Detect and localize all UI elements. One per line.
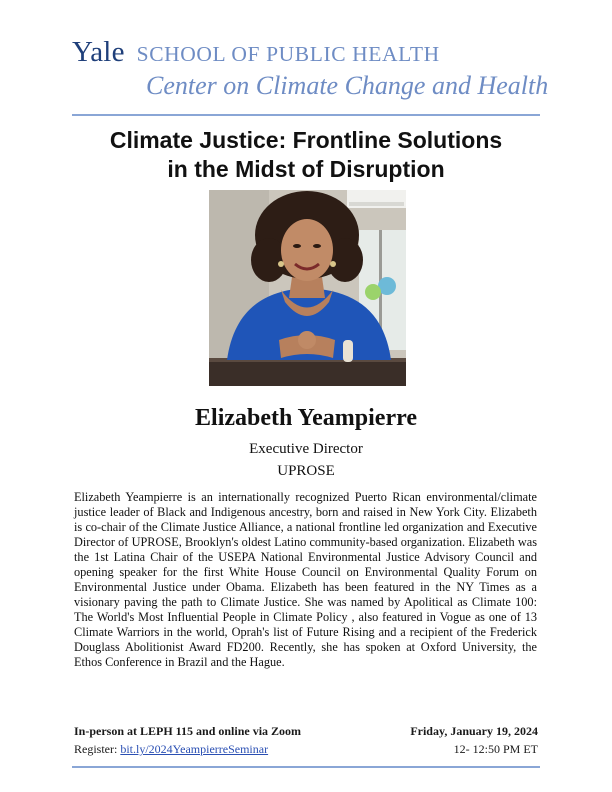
register-link[interactable]: bit.ly/2024YeampierreSeminar	[120, 742, 269, 756]
event-title-line-1: Climate Justice: Frontline Solutions	[109, 127, 503, 153]
speaker-name: Elizabeth Yeampierre	[195, 405, 417, 431]
school-name: SCHOOL OF PUBLIC HEALTH	[136, 42, 440, 66]
speaker-role: Executive Director	[249, 441, 363, 457]
speaker-bio: Elizabeth Yeampierre is an internationally recognized Puerto Rican environmental/climate justice leader of Black and Indigenous ancestry, born and raised in New York City. Elizabeth is co-chair of the Climate Justice Alliance, a national frontline led organization and Executive Director of UPROSE, Brooklyn's oldest Latino community-based organization. Elizabeth was the 1st Latina Chair of the USEPA National Environmental Justice Advisory Council and opening speaker for the first White House Council on Environmental Quality Forum on Environmental Justice under Obama. Elizabeth has been featured in the NY Times as a visionary paving the path to Climate Justice. She was named by Apolitical as Climate 100: The World's Most Influential People in Climate Policy , also featured in Vogue as one of 13 Climate Warriors in the world, Oprah's list of Future Rising and a recipient of the Frederick Douglass Abolitionist Award FD200. Recently, she has spoken at Oxford University, the Ethos Conference in Brazil and the Hague.	[74, 490, 537, 669]
event-location-block	[74, 722, 301, 758]
yale-wordmark: Yale	[72, 36, 125, 68]
event-time: 12- 12:50 PM ET	[453, 742, 538, 756]
event-title	[40, 126, 572, 184]
header-line-1	[72, 36, 542, 69]
bottom-divider	[72, 766, 540, 768]
header	[72, 36, 549, 101]
event-location: In-person at LEPH 115 and online via Zoom	[74, 724, 302, 738]
speaker-organization: UPROSE	[277, 463, 335, 479]
register-label: Register:	[74, 742, 121, 756]
speaker-photo	[209, 190, 406, 386]
event-date: Friday, January 19, 2024	[410, 724, 538, 738]
event-datetime-block	[410, 722, 538, 758]
top-divider	[72, 114, 540, 116]
register-line	[74, 740, 301, 758]
event-title-line-2: in the Midst of Disruption	[167, 156, 445, 182]
center-name: Center on Climate Change and Health	[146, 71, 549, 100]
